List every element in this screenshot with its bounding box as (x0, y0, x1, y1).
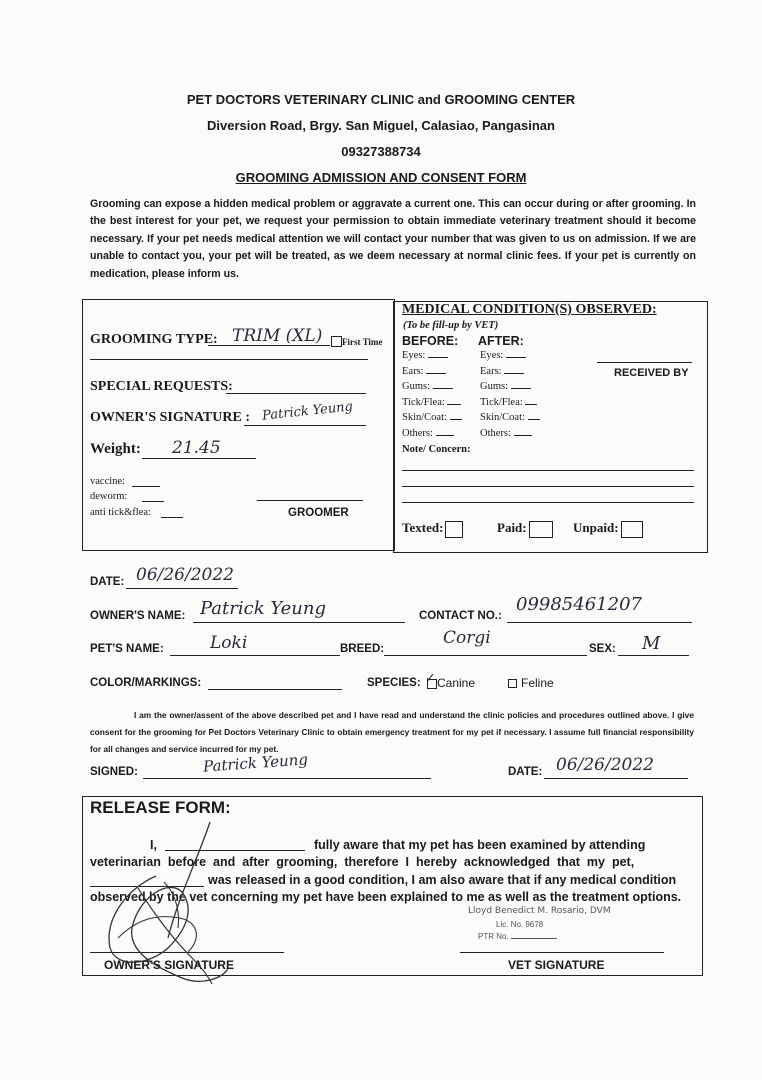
note-label: Note/ Concern: (402, 444, 471, 455)
date-value[interactable]: 06/26/2022 (136, 565, 234, 585)
after-label: AFTER: (478, 334, 524, 348)
vaccine-label: vaccine: (90, 476, 125, 487)
breed-label: BREED: (340, 643, 385, 655)
sex-label: SEX: (589, 643, 616, 655)
before-item: Tick/Flea: (402, 397, 462, 413)
release-line4: observed by the vet concerning my pet have been explained to me as well as the treatment options. (90, 890, 682, 904)
before-item: Ears: (402, 366, 462, 382)
release-i: I, (150, 838, 157, 852)
after-item: Eyes: (480, 350, 540, 366)
owner-name-label: OWNER'S NAME: (90, 610, 186, 622)
release-line2: veterinarian before and after grooming, therefore I hereby acknowledged that my pet, (90, 855, 635, 869)
grooming-type-value[interactable]: TRIM (XL) (232, 326, 323, 346)
owner-signature-scribble (98, 818, 238, 993)
first-time-checkbox[interactable] (331, 336, 342, 347)
first-time-label: First Time (342, 337, 383, 347)
after-item: Ears: (480, 366, 540, 382)
before-item: Others: (402, 428, 462, 444)
canine-label: Canine (437, 676, 476, 690)
form-title: GROOMING ADMISSION AND CONSENT FORM (235, 170, 527, 185)
before-item: Gums: (402, 381, 462, 397)
check-mark-icon: ✓ (425, 671, 436, 686)
after-item: Others: (480, 428, 540, 444)
before-item: Skin/Coat: (402, 412, 462, 428)
owner-sig-label: OWNER'S SIGNATURE (104, 958, 234, 972)
date2-value[interactable]: 06/26/2022 (556, 755, 654, 775)
date-label: DATE: (90, 576, 125, 588)
before-item: Eyes: (402, 350, 462, 366)
after-item: Gums: (480, 381, 540, 397)
clinic-phone: 09327388734 (341, 144, 421, 159)
color-markings-label: COLOR/MARKINGS: (90, 677, 202, 689)
texted-label: Texted: (402, 520, 463, 538)
vet-stamp-ptr: PTR No. (478, 932, 557, 941)
sex-value[interactable]: M (642, 633, 661, 654)
breed-value[interactable]: Corgi (443, 628, 491, 648)
after-item: Skin/Coat: (480, 412, 540, 428)
intro-paragraph: Grooming can expose a hidden medical problem or aggravate a current one. This can occur during or after grooming. In the best interest for your pet, we request your permission to obtain immediate veterinary treatment should it become necessary. If your pet needs medical attention we will contact your number that was given to us on admission. If we are unable to contact you, your pet will be treated, as we deem necessary at normal clinic fees. If your pet is currently on medication, please inform us. (90, 198, 696, 280)
vet-sig-label: VET SIGNATURE (508, 958, 605, 972)
after-item: Tick/Flea: (480, 397, 540, 413)
release-line3: was released in a good condition, I am also aware that if any medical condition (208, 873, 677, 887)
paid-label: Paid: (497, 520, 553, 538)
medical-title: MEDICAL CONDITION(S) OBSERVED: (402, 302, 657, 317)
release-line1: fully aware that my pet has been examined by attending (314, 838, 646, 852)
before-label: BEFORE: (402, 334, 459, 348)
owner-signature-label: OWNER'S SIGNATURE : (90, 410, 250, 425)
unpaid-checkbox[interactable] (621, 521, 643, 538)
after-list (480, 350, 540, 444)
feline-checkbox[interactable] (508, 679, 517, 688)
weight-value[interactable]: 21.45 (172, 438, 221, 458)
signed-value[interactable]: Patrick Yeung (202, 750, 309, 776)
feline-label: Feline (521, 676, 554, 690)
medical-subtitle: (To be fill-up by VET) (403, 320, 499, 331)
release-title: RELEASE FORM: (90, 798, 231, 817)
antitick-label: anti tick&flea: (90, 507, 151, 518)
vet-stamp-name: Lloyd Benedict M. Rosario, DVM (468, 906, 611, 916)
before-list (402, 350, 462, 444)
deworm-label: deworm: (90, 491, 128, 502)
vet-stamp-lic: Lic. No. 9678 (496, 920, 544, 929)
contact-value[interactable]: 09985461207 (516, 594, 642, 615)
texted-checkbox[interactable] (445, 521, 463, 538)
consent-paragraph: I am the owner/assent of the above described pet and I have read and understand the clinic policies and procedures outlined above. I give consent for the grooming for Pet Doctors Veterinary Clinic to obtain emergency treatment for my pet if necessary. I assume full financial responsibility for all changes and service incurred for my pet. (90, 710, 694, 754)
pet-name-label: PET'S NAME: (90, 643, 164, 655)
clinic-address: Diversion Road, Brgy. San Miguel, Calasiao, Pangasinan (207, 118, 555, 133)
special-requests-label: SPECIAL REQUESTS: (90, 379, 233, 394)
paid-checkbox[interactable] (529, 521, 553, 538)
owner-signature-value[interactable]: Patrick Yeung (261, 399, 354, 424)
unpaid-label: Unpaid: (573, 520, 643, 538)
received-by-label: RECEIVED BY (614, 367, 689, 379)
weight-label: Weight: (90, 441, 141, 457)
date2-label: DATE: (508, 766, 543, 778)
grooming-type-label: GROOMING TYPE: (90, 332, 218, 347)
owner-name-value[interactable]: Patrick Yeung (200, 598, 327, 619)
species-label: SPECIES: (367, 677, 421, 689)
clinic-name: PET DOCTORS VETERINARY CLINIC and GROOMING CENTER (186, 92, 576, 107)
pet-name-value[interactable]: Loki (210, 633, 248, 653)
contact-label: CONTACT NO.: (419, 610, 502, 622)
groomer-label: GROOMER (288, 507, 349, 519)
signed-label: SIGNED: (90, 766, 138, 778)
